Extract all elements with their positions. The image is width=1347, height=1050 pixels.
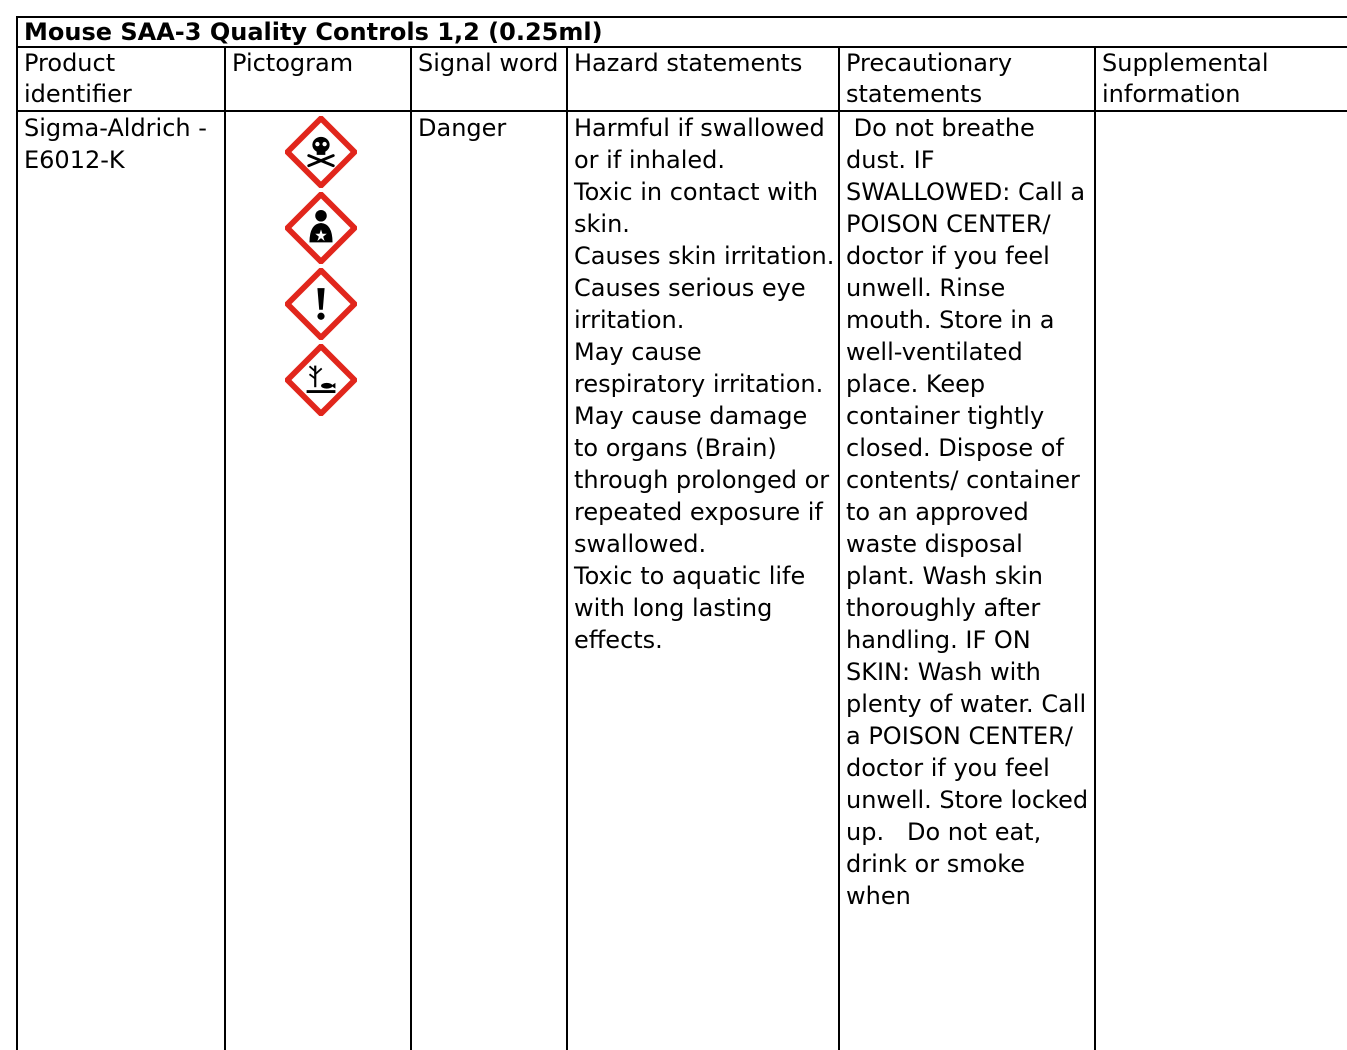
header-signal-word: Signal word xyxy=(411,47,567,111)
hazard-table xyxy=(16,16,1347,1050)
table-header-row xyxy=(17,47,1347,111)
exclamation-mark-icon xyxy=(285,268,357,340)
pictogram-stack xyxy=(232,112,410,416)
header-pictogram: Pictogram xyxy=(225,47,411,111)
cell-supplemental-information xyxy=(1095,111,1347,1050)
header-hazard-statements: Hazard statements xyxy=(567,47,839,111)
header-supplemental-information: Supplemental information xyxy=(1095,47,1347,111)
header-precautionary-statements: Precautionary statements xyxy=(839,47,1095,111)
environment-icon xyxy=(285,344,357,416)
health-hazard-icon xyxy=(285,192,357,264)
table-title: Mouse SAA-3 Quality Controls 1,2 (0.25ml) xyxy=(17,17,1347,47)
table-row xyxy=(17,111,1347,1050)
skull-crossbones-icon xyxy=(285,116,357,188)
header-product-identifier: Product identifier xyxy=(17,47,225,111)
cell-hazard-statements: Harmful if swallowed or if inhaled. Toxic in contact with skin. Causes skin irritation. Causes serious eye irritation. May cause respiratory irritation. May cause damage to organs (Brain) through prolonged or repeated exposure if swallowed. Toxic to aquatic life with long lasting effects. xyxy=(567,111,839,1050)
cell-precautionary-statements: Do not breathe dust. IF SWALLOWED: Call a POISON CENTER/ doctor if you feel unwell. Rinse mouth. Store in a well-ventilated place. Keep container tightly closed. Dispose of contents/ container to an approved waste disposal plant. Wash skin thoroughly after handling. IF ON SKIN: Wash with plenty of water. Call a POISON CENTER/ doctor if you feel unwell. Store locked up. Do not eat, drink or smoke when xyxy=(839,111,1095,1050)
cell-product-identifier: Sigma-Aldrich - E6012-K xyxy=(17,111,225,1050)
table-title-row xyxy=(17,17,1347,47)
cell-signal-word: Danger xyxy=(411,111,567,1050)
cell-pictogram xyxy=(225,111,411,1050)
